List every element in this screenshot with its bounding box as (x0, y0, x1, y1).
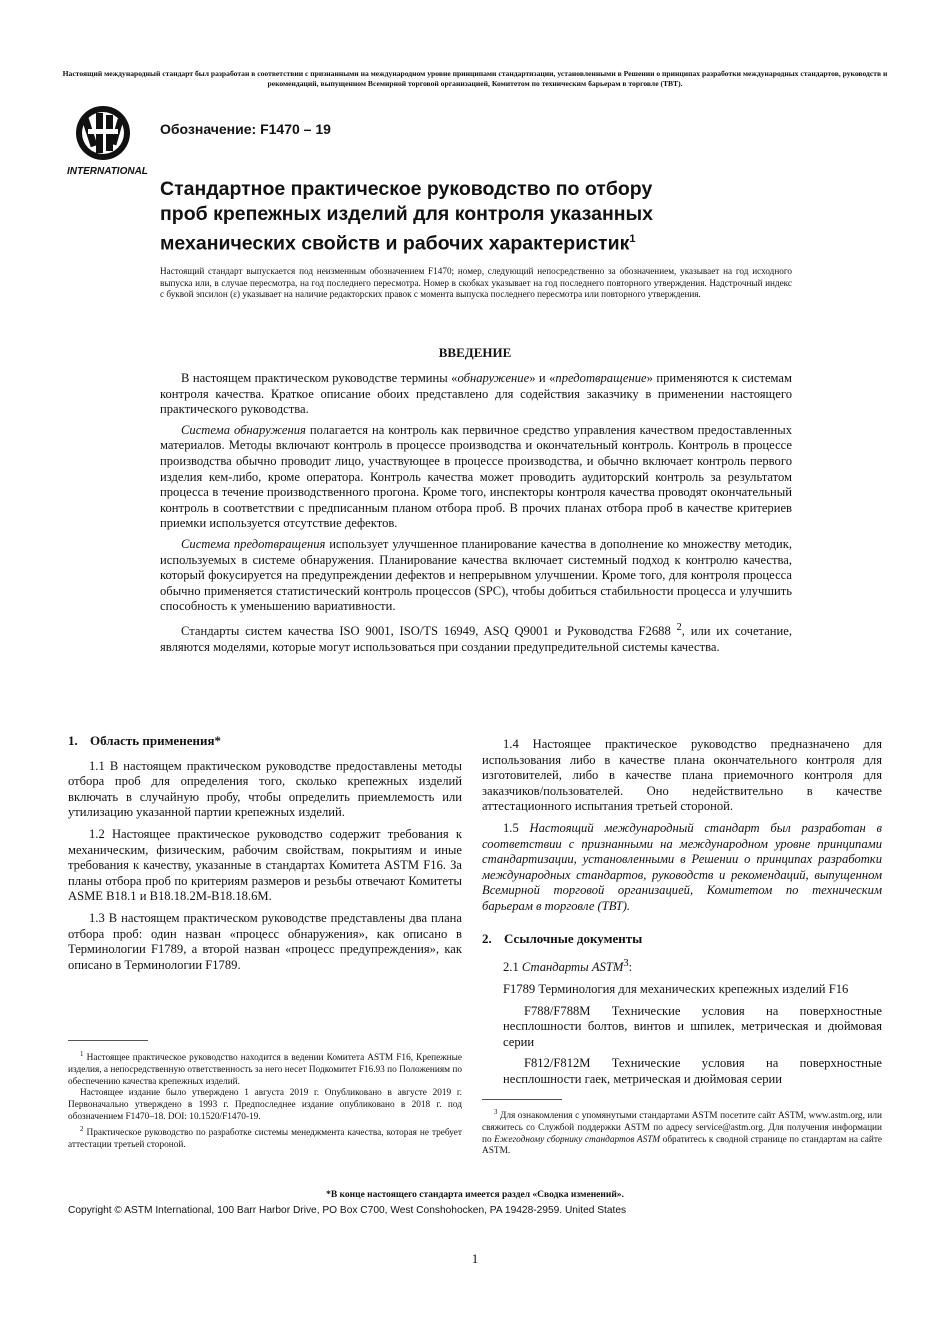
section-1-heading: 1. Область применения* (68, 733, 221, 748)
title-line-1: Стандартное практическое руководство по отбору (160, 178, 653, 200)
footnote-1-edition: Настоящее издание было утверждено 1 августа 2019 г. Опубликовано в августе 2019 г. Первоначально утверждено в 1993 г. Предпоследнее издание опубликовано в 2018 г. под обозначением F1470–18. DOI: 10.1520/F1470-19. (68, 1088, 462, 1123)
introduction (160, 371, 792, 660)
left-column (68, 733, 462, 979)
intro-paragraph-2: Система обнаружения полагается на контроль как первичное средство управления качеством предоставленных материалов. Методы включают контроль в процессе производства и окончательный контроль. Контроль в процессе производства обычно проводит лицо, участвующее в процессе производства, и обычно включает контроль первого изделия кем-либо, кроме оператора. Контроль качества может проводить аудиторский контроль за результатом процесса в течение производственного прогона. Кроме того, инспекторы контроля качества проводят окончательный контроль в соответствии с предписанным планом отбора проб. В прочих планах отбора проб в качестве критериев приемки используется отсутствие дефектов. (160, 422, 793, 531)
section-2-heading: 2. Ссылочные документы (482, 930, 643, 946)
clause-1-1: 1.1 В настоящем практическом руководстве предоставлены методы отбора проб для определения того, сколько крепежных изделий включать в случайную пробу, чтобы определить приемлемость или утилизацию указанной партии крепежных изделий. (68, 758, 462, 820)
document-title (160, 177, 800, 257)
copyright: Copyright © ASTM International, 100 Barr Harbor Drive, PO Box C700, West Conshohocken, PA 19428-2959. United States (68, 1205, 627, 1216)
page-number: 1 (471, 1251, 479, 1266)
reference-item: F812/F812M Технические условия на поверхностные несплошности гаек, метрическая и дюймовая серии (503, 1056, 882, 1086)
footnote-3: $^3$ Для ознакомления с упомянутыми стандартами ASTM посетите сайт ASTM, www.astm.org, или свяжитесь со Службой поддержки ASTM по адресу service@astm.org. Для получения информации по Ежегодному сборнику стандартов ASTM обратитесь к сводной странице по стандартам на сайте ASTM. (482, 1108, 883, 1157)
intro-paragraph-4: Стандарты систем качества ISO 9001, ISO/TS 16949, ASQ Q9001 и Руководства F2688 $^2$, или их сочетание, являются моделями, которые могут использоваться при создании предупредительной системы качества. (160, 621, 793, 654)
clause-1-5: 1.5 Настоящий международный стандарт был разработан в соответствии с признанными на международном уровне принципами стандартизации, установленными в Решении о принципах разработки международных стандартов, руководств и рекомендаций, выпущенном Всемирной торговой организацией, Комитетом по техническим барьерам в торговле (ТВТ). (482, 820, 882, 913)
international-standard-notice: Настоящий международный стандарт был разработан в соответствии с признанными на международном уровне принципами стандартизации, установленными в Решении о принципах разработки международных стандартов, руководств и рекомендаций, выпущенном Всемирной торговой организацией, Комитетом по техническим барьерам в торговле (ТВТ). (62, 69, 888, 88)
astm-logo-icon (66, 103, 152, 177)
footnotes-left (68, 1049, 462, 1152)
summary-of-changes-note: *В конце настоящего стандарта имеется раздел «Сводка изменений». (326, 1190, 624, 1200)
clause-1-3: 1.3 В настоящем практическом руководстве представлены два плана отбора проб: один назван «процесс обнаружения», как описано в Терминологии F1789, а второй назван «процесс предупреждения», как описано в Терминологии F1789. (68, 910, 462, 972)
clause-1-4: 1.4 Настоящее практическое руководство предназначено для использования либо в качестве плана окончательного контроля для изготовителей, либо в качестве плана приемочного контроля для заказчиков/пользователей. Оно недействительно в качестве аттестационного испытания третьей стороной. (482, 737, 882, 814)
footnote-divider (482, 1099, 562, 1100)
title-line-3: механических свойств и рабочих характеристик$^1$ (160, 232, 636, 255)
intro-paragraph-1: В настоящем практическом руководстве термины «обнаружение» и «предотвращение» применяются к системам контроля качества. Краткое описание обоих представлено для содействия заказчику в применении настоящего практического руководства. (160, 371, 792, 417)
issue-note: Настоящий стандарт выпускается под неизменным обозначением F1470; номер, следующий непосредственно за обозначением, указывает на год исходного выпуска или, в случае пересмотра, на год последнего пересмотра. Номер в скобках указывает на год последнего повторного утверждения. Надстрочный индекс с буквой эпсилон (ε) указывает на наличие редакторских правок с момента выпуска последнего пересмотра или повторного утверждения. (160, 266, 792, 300)
intro-heading: ВВЕДЕНИЕ (438, 345, 512, 360)
right-column (482, 737, 882, 1093)
footnote-2: $^2$ Практическое руководство по разработке системы менеджмента качества, которая не требует аттестации третьей стороной. (68, 1124, 462, 1150)
clause-2-1: 2.1 Стандарты ASTM$^3$: (503, 958, 633, 975)
designation: Обозначение: F1470 – 19 (160, 121, 331, 137)
reference-item: F1789 Терминология для механических крепежных изделий F16 (503, 981, 849, 996)
reference-item: F788/F788M Технические условия на поверхностные несплошности болтов, винтов и шпилек, метрическая и дюймовая серии (503, 1003, 882, 1049)
clause-1-2: 1.2 Настоящее практическое руководство содержит требования к механическим, физическим, рабочим свойствам, покрытиям и иные требования к качеству, указанные в стандартах Комитета ASTM F16. За планы отбора проб по критериям размеров и резьбы отвечают Комитеты ASME B18.1 и B18.18.2M-B18.18.6M. (68, 826, 462, 904)
title-line-2: проб крепежных изделий для контроля указанных (160, 203, 653, 225)
footnote-divider (68, 1040, 148, 1041)
footnote-1: $^1$ Настоящее практическое руководство находится в ведении Комитета ASTM F16, Крепежные изделия, а непосредственную ответственность за него несет Подкомитет F16.93 по Положениям по обеспечению качества крепежных изделий. (68, 1050, 462, 1087)
logo-text: INTERNATIONAL (67, 166, 148, 177)
footnotes-right (482, 1107, 882, 1158)
title-footnote-ref: 1 (629, 233, 636, 245)
intro-paragraph-3: Система предотвращения использует улучшенное планирование качества в дополнение ко множеству методик, используемых в системе обнаружения. Планирование качества включает системный подход к контролю качества, который фокусируется на предупреждении дефектов и непрерывном улучшении. Кроме того, для контроля процесса обычно применяется статистический контроль процессов (SPC), чтобы добиться стабильности процесса и улучшить способность к уменьшению вариативности. (160, 536, 792, 614)
